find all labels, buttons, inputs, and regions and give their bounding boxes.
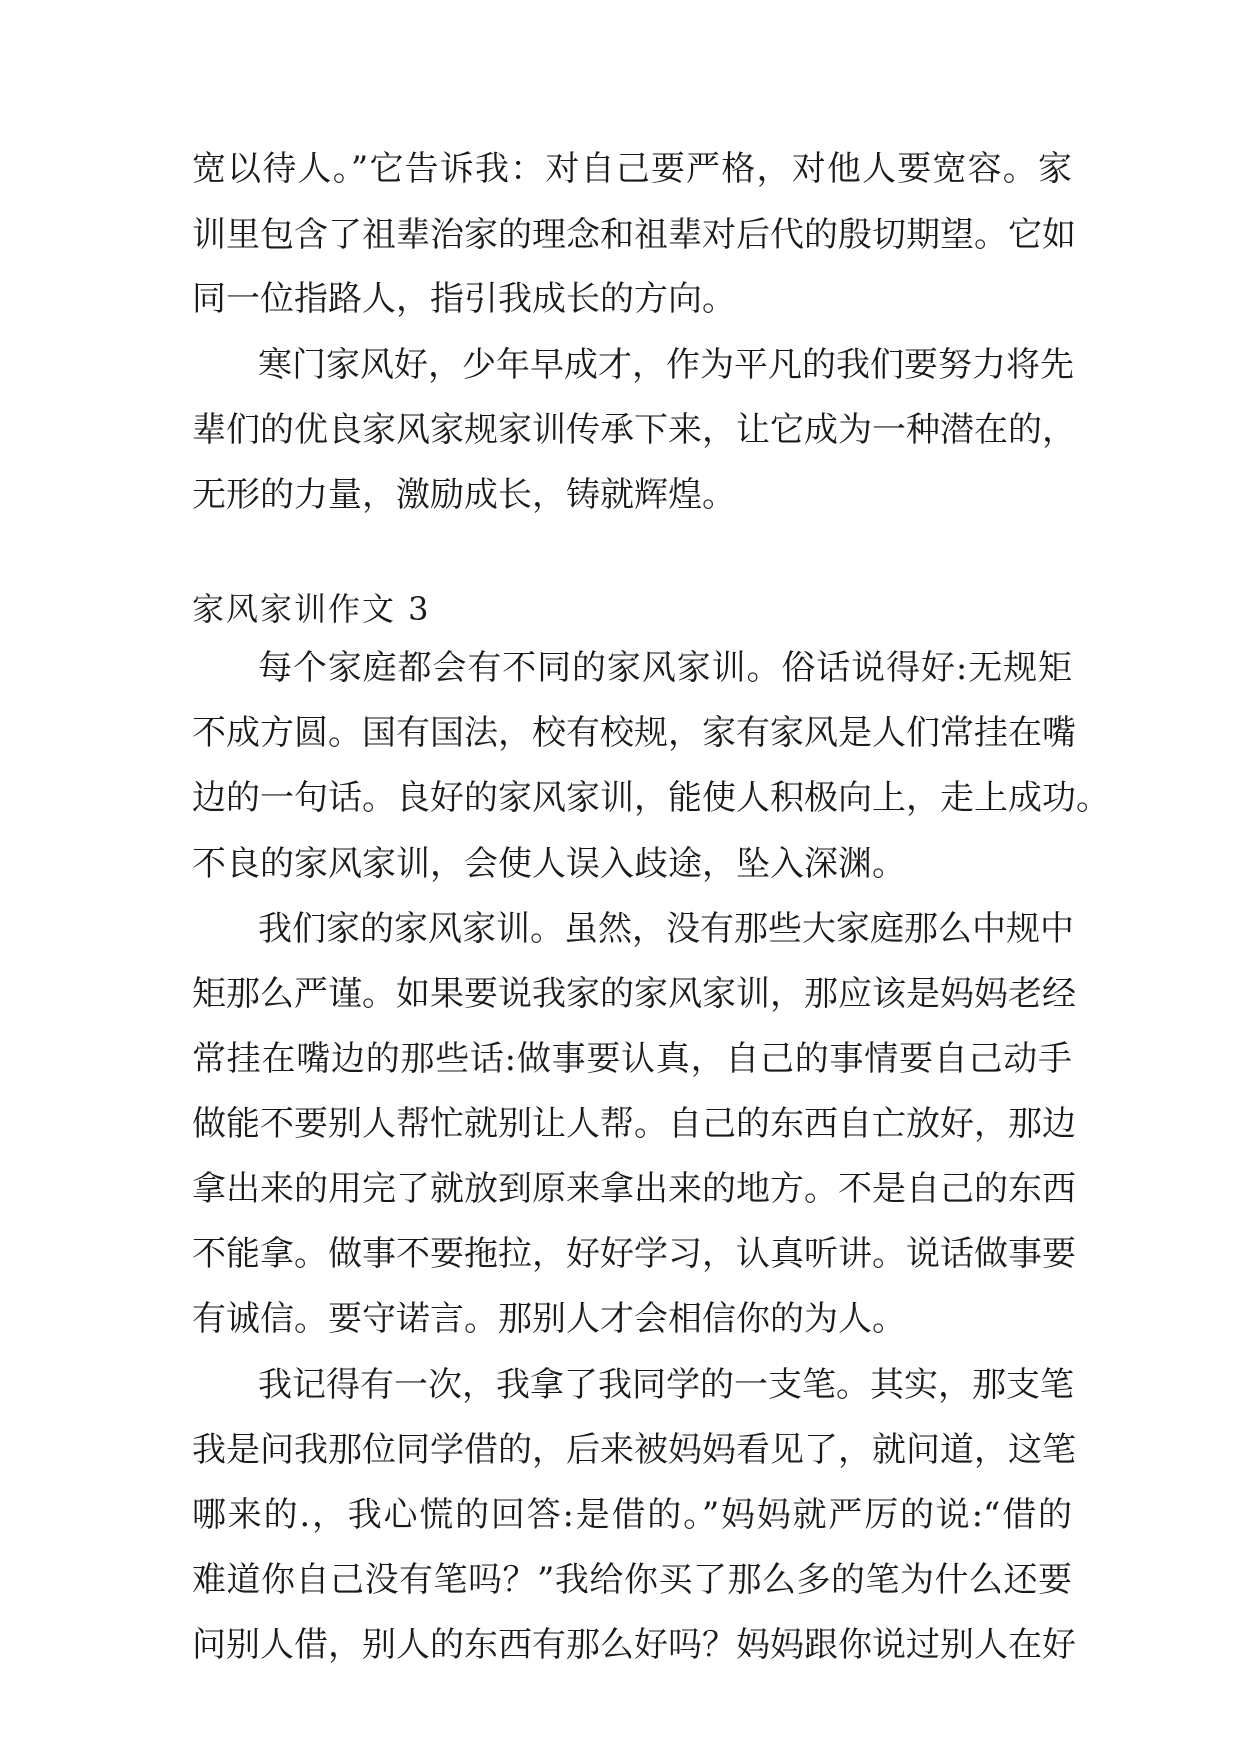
paragraph-d-line-7: 有诚信。要守诺言。那别人才会相信你的为人。 xyxy=(192,1299,906,1339)
paragraph-c-line-2: 不成方圆。国有国法，校有校规，家有家风是人们常挂在嘴 xyxy=(192,713,1076,753)
paragraph-d-line-4: 做能不要别人帮忙就别让人帮。自己的东西自亡放好，那边 xyxy=(192,1104,1076,1144)
section-heading: 家风家训作文 3 xyxy=(192,590,431,628)
paragraph-e-line-1: 我记得有一次，我拿了我同学的一支笔。其实，那支笔 xyxy=(258,1365,1074,1405)
paragraph-a-line-2: 训里包含了祖辈治家的理念和祖辈对后代的殷切期望。它如 xyxy=(192,215,1076,255)
paragraph-d-line-2: 矩那么严谨。如果要说我家的家风家训，那应该是妈妈老经 xyxy=(192,974,1076,1014)
paragraph-e-line-4: 难道你自己没有笔吗？”我给你买了那么多的笔为什么还要 xyxy=(192,1560,1072,1600)
paragraph-b-line-3: 无形的力量，激励成长，铸就辉煌。 xyxy=(192,475,736,515)
paragraph-c-line-4: 不良的家风家训，会使人误入歧途，坠入深渊。 xyxy=(192,844,906,884)
paragraph-d-line-1: 我们家的家风家训。虽然，没有那些大家庭那么中规中 xyxy=(258,909,1074,949)
paragraph-c-line-3: 边的一句话。良好的家风家训，能使人积极向上，走上成功。 xyxy=(192,778,1110,818)
paragraph-e-line-3: 哪来的.，我心慌的回答:是借的。”妈妈就严厉的说:“借的 xyxy=(192,1495,1072,1535)
paragraph-a-line-3: 同一位指路人，指引我成长的方向。 xyxy=(192,279,736,319)
paragraph-e-line-5: 问别人借，别人的东西有那么好吗？妈妈跟你说过别人在好 xyxy=(192,1625,1076,1665)
paragraph-a-line-1: 宽以待人。”它告诉我：对自己要严格，对他人要宽容。家 xyxy=(192,149,1072,189)
paragraph-d-line-6: 不能拿。做事不要拖拉，好好学习，认真听讲。说话做事要 xyxy=(192,1234,1076,1274)
paragraph-d-line-3: 常挂在嘴边的那些话:做事要认真，自己的事情要自己动手 xyxy=(192,1039,1072,1079)
paragraph-e-line-2: 我是问我那位同学借的，后来被妈妈看见了，就问道，这笔 xyxy=(192,1430,1076,1470)
paragraph-c-line-1: 每个家庭都会有不同的家风家训。俗话说得好:无规矩 xyxy=(258,648,1072,688)
paragraph-b-line-1: 寒门家风好，少年早成才，作为平凡的我们要努力将先 xyxy=(258,345,1074,385)
paragraph-d-line-5: 拿出来的用完了就放到原来拿出来的地方。不是自己的东西 xyxy=(192,1169,1076,1209)
paragraph-b-line-2: 辈们的优良家风家规家训传承下来，让它成为一种潜在的， xyxy=(192,410,1076,450)
